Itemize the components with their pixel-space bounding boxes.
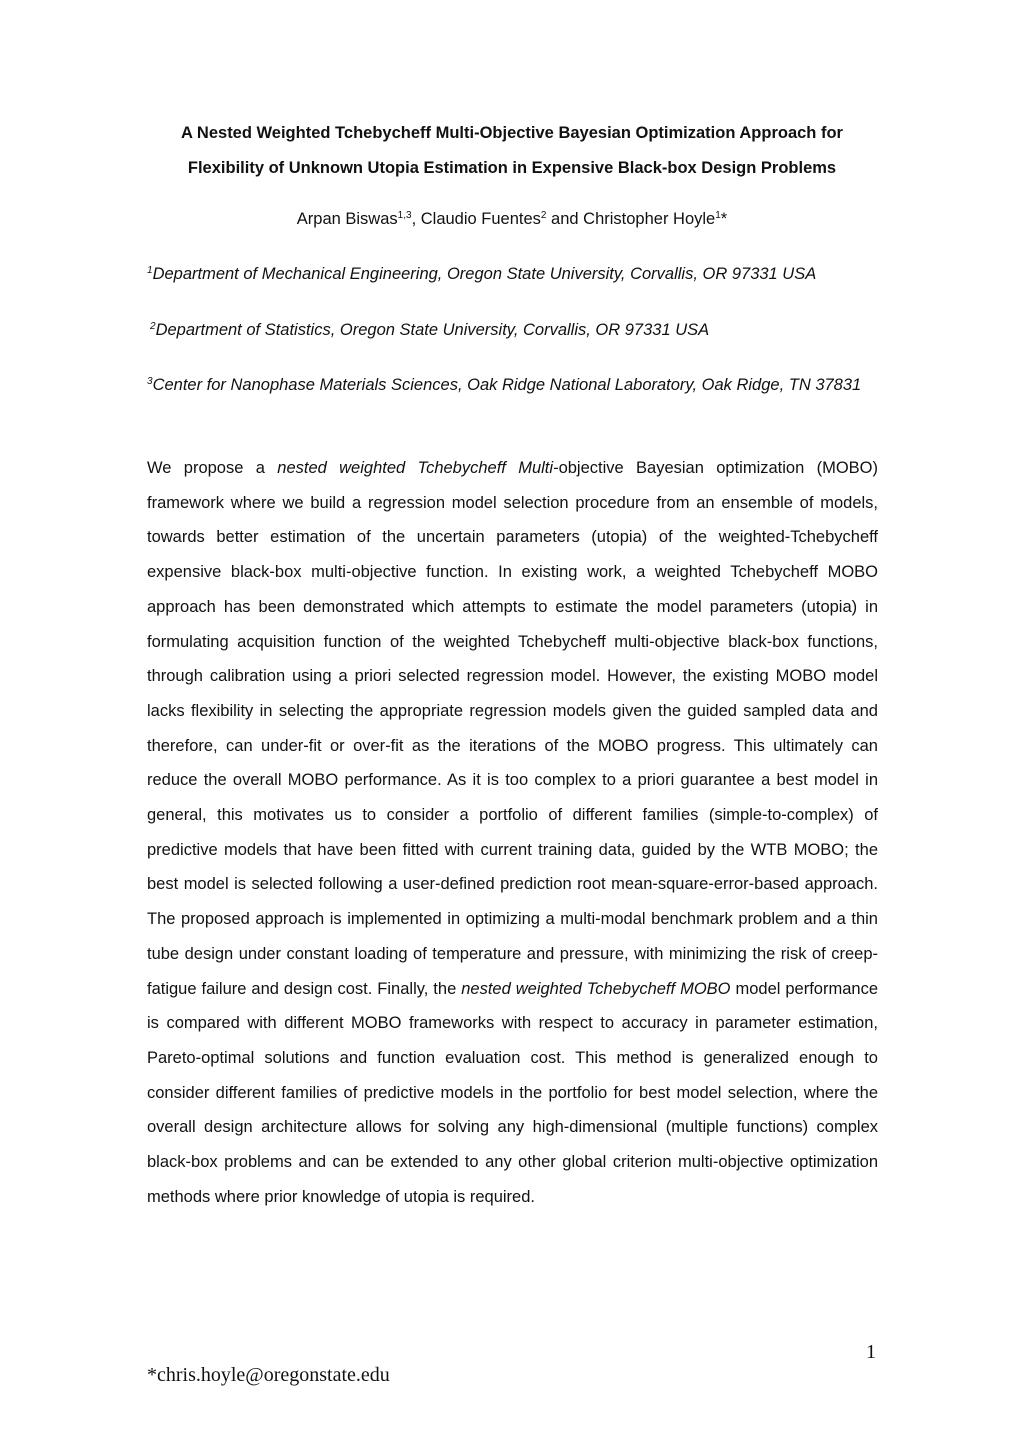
corresponding-email: *chris.hoyle@oregonstate.edu [147, 1364, 390, 1386]
abstract-paragraph [147, 451, 878, 1214]
affiliation-text: Department of Mechanical Engineering, Oregon State University, Corvallis, OR 97331 USA [152, 265, 817, 283]
author-name: Christopher Hoyle [583, 210, 716, 228]
author-separator: and [546, 210, 584, 228]
author-affiliation-marker: 2 [540, 210, 547, 221]
corresponding-author-marker: * [720, 210, 728, 228]
author-affiliation-marker: 1,3 [397, 210, 412, 221]
affiliation-number: 1 [147, 265, 153, 276]
abstract [147, 451, 878, 1214]
affiliation-text: Center for Nanophase Materials Sciences, Oak Ridge National Laboratory, Oak Ridge, TN 37831 [152, 376, 862, 394]
affiliation-number: 3 [147, 376, 153, 387]
affiliation-1 [147, 265, 816, 284]
author-separator: , [411, 210, 421, 228]
abstract-emphasis-2: nested weighted Tchebycheff MOBO [461, 979, 731, 998]
page-number: 1 [866, 1341, 876, 1363]
author-affiliation-marker: 1 [715, 210, 721, 221]
affiliation-3 [147, 376, 861, 395]
author-name: Arpan Biswas [296, 210, 398, 228]
author-list [0, 210, 1024, 229]
abstract-text-3: model performance is compared with different MOBO frameworks with respect to accuracy in parameter estimation, Pareto-optimal solutions and function evaluation cost. This method is generalized enough to consider different families of predictive models in the portfolio for best model selection, where the overall design architecture allows for solving any high-dimensional (multiple functions) complex black-box problems and can be extended to any other global criterion multi-objective optimization methods where prior knowledge of utopia is required. [147, 979, 878, 1206]
abstract-text-1: We propose a [147, 459, 278, 477]
affiliation-2 [150, 321, 709, 340]
author-name: Claudio Fuentes [420, 210, 541, 228]
affiliation-text: Department of Statistics, Oregon State University, Corvallis, OR 97331 USA [155, 321, 710, 339]
title-line-1: A Nested Weighted Tchebycheff Multi-Objective Bayesian Optimization Approach for [181, 124, 843, 142]
affiliation-number: 2 [150, 321, 156, 332]
title-line-2: Flexibility of Unknown Utopia Estimation in Expensive Black-box Design Problems [187, 159, 837, 177]
abstract-text-2: objective Bayesian optimization (MOBO) framework where we build a regression model selection procedure from an ensemble of models, towards better estimation of the uncertain parameters (utopia) of the weighted-Tchebycheff expensive black-box multi-objective function. In existing work, a weighted Tchebycheff MOBO approach has been demonstrated which attempts to estimate the model parameters (utopia) in formulating acquisition function of the weighted Tchebycheff multi-objective black-box functions, through calibration using a priori selected regression model. However, the existing MOBO model lacks flexibility in selecting the appropriate regression models given the guided sampled data and therefore, can under-fit or over-fit as the iterations of the MOBO progress. This ultimately can reduce the overall MOBO performance. As it is too complex to a priori guarantee a best model in general, this motivates us to consider a portfolio of different families (simple-to-complex) of predictive models that have been fitted with current training data, guided by the WTB MOBO; the best model is selected following a user-defined prediction root mean-square-error-based approach. The proposed approach is implemented in optimizing a multi-modal benchmark problem and a thin tube design under constant loading of temperature and pressure, with minimizing the risk of creep-fatigue failure and design cost. Finally, the [147, 459, 879, 998]
paper-title [100, 116, 924, 186]
abstract-emphasis-1: nested weighted Tchebycheff Multi- [277, 459, 559, 477]
